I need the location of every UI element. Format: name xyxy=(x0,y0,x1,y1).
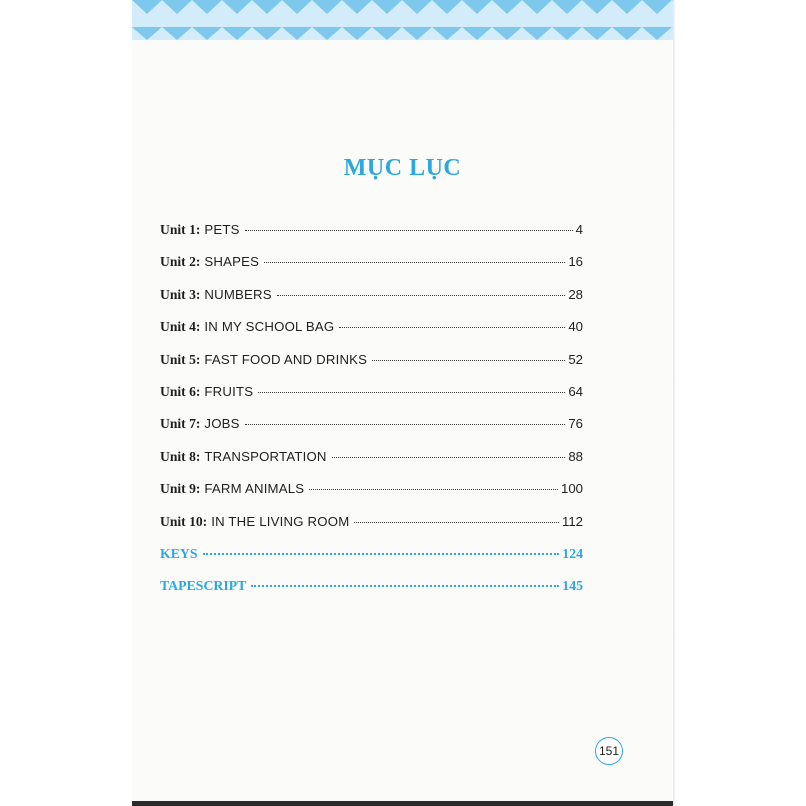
toc-unit-label: Unit 5: xyxy=(160,351,201,367)
dot-leader xyxy=(332,457,566,458)
dot-leader xyxy=(203,553,560,555)
dot-leader xyxy=(354,522,559,523)
book-page xyxy=(132,0,673,806)
toc-entry-unit-6[interactable] xyxy=(160,384,583,416)
chevron-header-band xyxy=(132,0,673,40)
toc-page-number: 124 xyxy=(562,545,583,561)
toc-page-number: 100 xyxy=(560,481,583,497)
toc-page-number: 64 xyxy=(568,383,583,399)
dot-leader xyxy=(258,392,565,393)
dot-leader xyxy=(372,360,565,361)
page-bottom-edge xyxy=(132,801,673,806)
toc-entry-unit-3[interactable] xyxy=(160,287,583,319)
toc-unit-label: Unit 6: xyxy=(160,383,201,399)
chevron-pattern xyxy=(132,0,673,40)
page-edge-shadow xyxy=(673,0,676,806)
page-number-badge: 151 xyxy=(595,737,623,765)
dot-leader xyxy=(277,295,566,296)
toc-page-number: 52 xyxy=(568,351,583,367)
toc-page-number: 112 xyxy=(561,513,583,529)
toc-page-number: 88 xyxy=(568,448,583,464)
toc-unit-label: Unit 9: xyxy=(160,481,201,497)
toc-entry-tapescript[interactable] xyxy=(160,578,583,610)
toc-topic: NUMBERS xyxy=(204,286,272,302)
toc-page-number: 145 xyxy=(562,578,583,594)
toc-entry-unit-7[interactable] xyxy=(160,416,583,448)
toc-topic: IN MY SCHOOL BAG xyxy=(204,319,335,335)
toc-page-number: 40 xyxy=(568,319,583,335)
toc-entry-unit-2[interactable] xyxy=(160,254,583,286)
toc-topic: SHAPES xyxy=(204,254,260,270)
toc-entry-keys[interactable] xyxy=(160,546,583,578)
toc-topic: FAST FOOD AND DRINKS xyxy=(204,351,368,367)
toc-page-number: 4 xyxy=(575,222,583,237)
toc-page-number: 16 xyxy=(568,254,583,270)
dot-leader xyxy=(339,327,565,328)
toc-topic: PETS xyxy=(204,222,240,237)
toc-topic: TRANSPORTATION xyxy=(204,448,327,464)
toc-unit-label: Unit 4: xyxy=(160,319,201,335)
toc-entry-unit-9[interactable] xyxy=(160,481,583,513)
toc-title: MỤC LỤC xyxy=(343,155,462,181)
toc-page-number: 28 xyxy=(568,286,583,302)
toc-topic: FARM ANIMALS xyxy=(204,481,305,497)
dot-leader xyxy=(245,230,573,231)
toc-entry-unit-10[interactable] xyxy=(160,514,583,546)
toc-unit-label: Unit 10: xyxy=(160,513,208,529)
dot-leader xyxy=(264,262,565,263)
toc-topic: IN THE LIVING ROOM xyxy=(211,513,350,529)
dot-leader xyxy=(251,585,559,587)
toc-topic: JOBS xyxy=(204,416,240,432)
toc-entry-unit-8[interactable] xyxy=(160,449,583,481)
toc-entry-unit-4[interactable] xyxy=(160,319,583,351)
toc-unit-label: Unit 3: xyxy=(160,286,201,302)
toc-topic: FRUITS xyxy=(204,383,254,399)
toc-keys-label: KEYS xyxy=(160,545,198,561)
table-of-contents xyxy=(160,222,583,611)
toc-entry-unit-1[interactable] xyxy=(160,222,583,254)
dot-leader xyxy=(309,489,558,490)
toc-unit-label: Unit 7: xyxy=(160,416,201,432)
toc-entry-unit-5[interactable] xyxy=(160,352,583,384)
toc-tapescript-label: TAPESCRIPT xyxy=(160,578,247,594)
toc-page-number: 76 xyxy=(568,416,583,432)
toc-unit-label: Unit 8: xyxy=(160,448,201,464)
toc-unit-label: Unit 2: xyxy=(160,254,201,270)
toc-unit-label: Unit 1: xyxy=(160,222,201,237)
dot-leader xyxy=(245,424,566,425)
